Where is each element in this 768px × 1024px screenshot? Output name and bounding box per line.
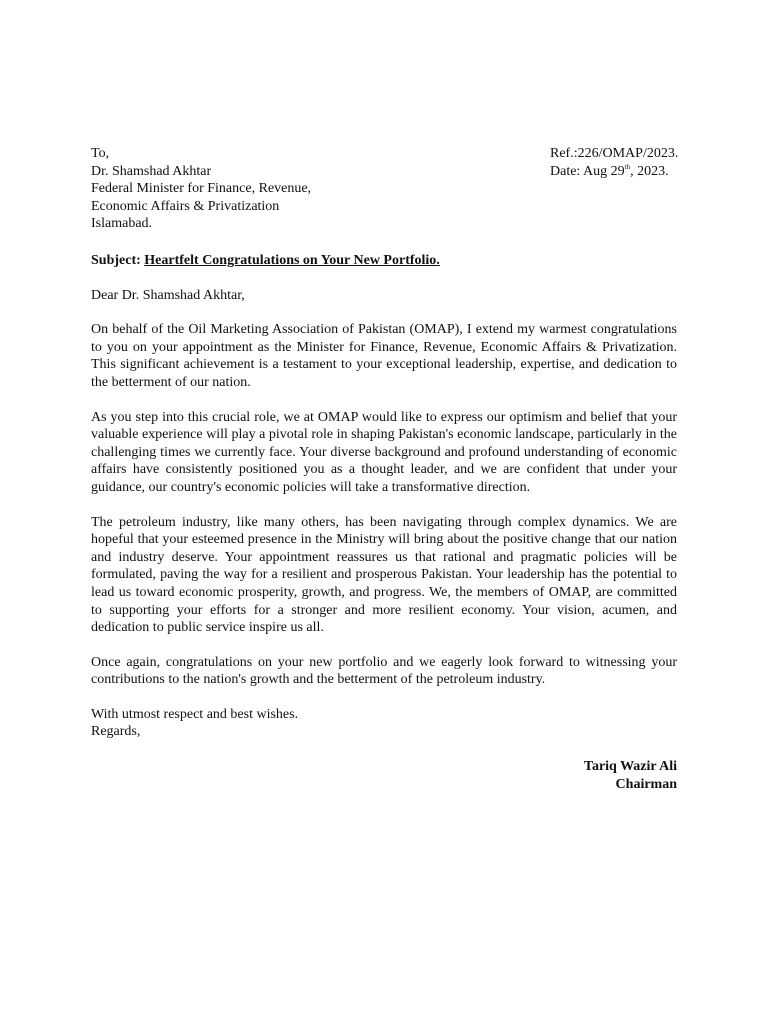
recipient-title-line2: Economic Affairs & Privatization <box>91 198 280 214</box>
letter-header <box>91 145 677 235</box>
body-paragraph-3: The petroleum industry, like many others, has been navigating through complex dynamics. We are hopeful that your esteemed presence in the Ministry will bring about the positive change that our nation and industry deserve. Your appointment reassures us that rational and pragmatic policies will be formulated, paving the way for a resilient and prosperous Pakistan. Your leadership has the potential to lead us toward economic prosperity, growth, and progress. We, the members of OMAP, are committed to supporting your efforts for a stronger and more resilient economy. Your vision, acumen, and dedication to public service inspire us all. <box>91 514 677 636</box>
recipient-title-line1: Federal Minister for Finance, Revenue, <box>91 181 312 197</box>
body-paragraph-4: Once again, congratulations on your new portfolio and we eagerly look forward to witnessing your contributions to the nation's growth and the betterment of the petroleum industry. <box>91 654 677 688</box>
subject-line <box>91 252 677 270</box>
address-to: To, <box>91 146 110 161</box>
date-year: , 2023. <box>630 163 669 179</box>
signatory-name: Tariq Wazir Ali <box>583 759 677 775</box>
recipient-name: Dr. Shamshad Akhtar <box>91 163 212 179</box>
closing-regards: Regards, <box>91 724 141 740</box>
letter-page <box>91 145 677 793</box>
subject-text: Heartfelt Congratulations on Your New Portfolio. <box>144 253 440 268</box>
body-paragraph-1: On behalf of the Oil Marketing Association of Pakistan (OMAP), I extend my warmest congratulations to you on your appointment as the Minister for Finance, Revenue, Economic Affairs & Privatization. This significant achievement is a testament to your exceptional leadership, expertise, and dedication to the betterment of our nation. <box>91 322 677 390</box>
reference-number: Ref.:226/OMAP/2023. <box>550 146 679 161</box>
signature-block <box>91 758 677 793</box>
body-paragraph-2: As you step into this crucial role, we at OMAP would like to express our optimism and belief that your valuable experience will play a pivotal role in shaping Pakistan's economic landscape, particularly in the challenging times we currently face. Your diverse background and profound understanding of economic affairs have consistently positioned you as a thought leader, and we are confident that under your guidance, our country's economic policies will take a transformative direction. <box>91 409 677 495</box>
letter-date <box>550 163 678 181</box>
salutation: Dear Dr. Shamshad Akhtar, <box>91 287 245 303</box>
date-prefix: Date: Aug 29 <box>550 163 625 179</box>
date-ordinal-suffix: th <box>624 162 631 171</box>
reference-block <box>550 145 678 180</box>
recipient-address <box>91 145 311 233</box>
recipient-city: Islamabad. <box>91 216 153 232</box>
closing-block <box>91 706 677 741</box>
closing-wishes: With utmost respect and best wishes. <box>91 706 299 722</box>
signatory-title: Chairman <box>615 776 677 792</box>
subject-label: Subject: <box>91 253 145 268</box>
